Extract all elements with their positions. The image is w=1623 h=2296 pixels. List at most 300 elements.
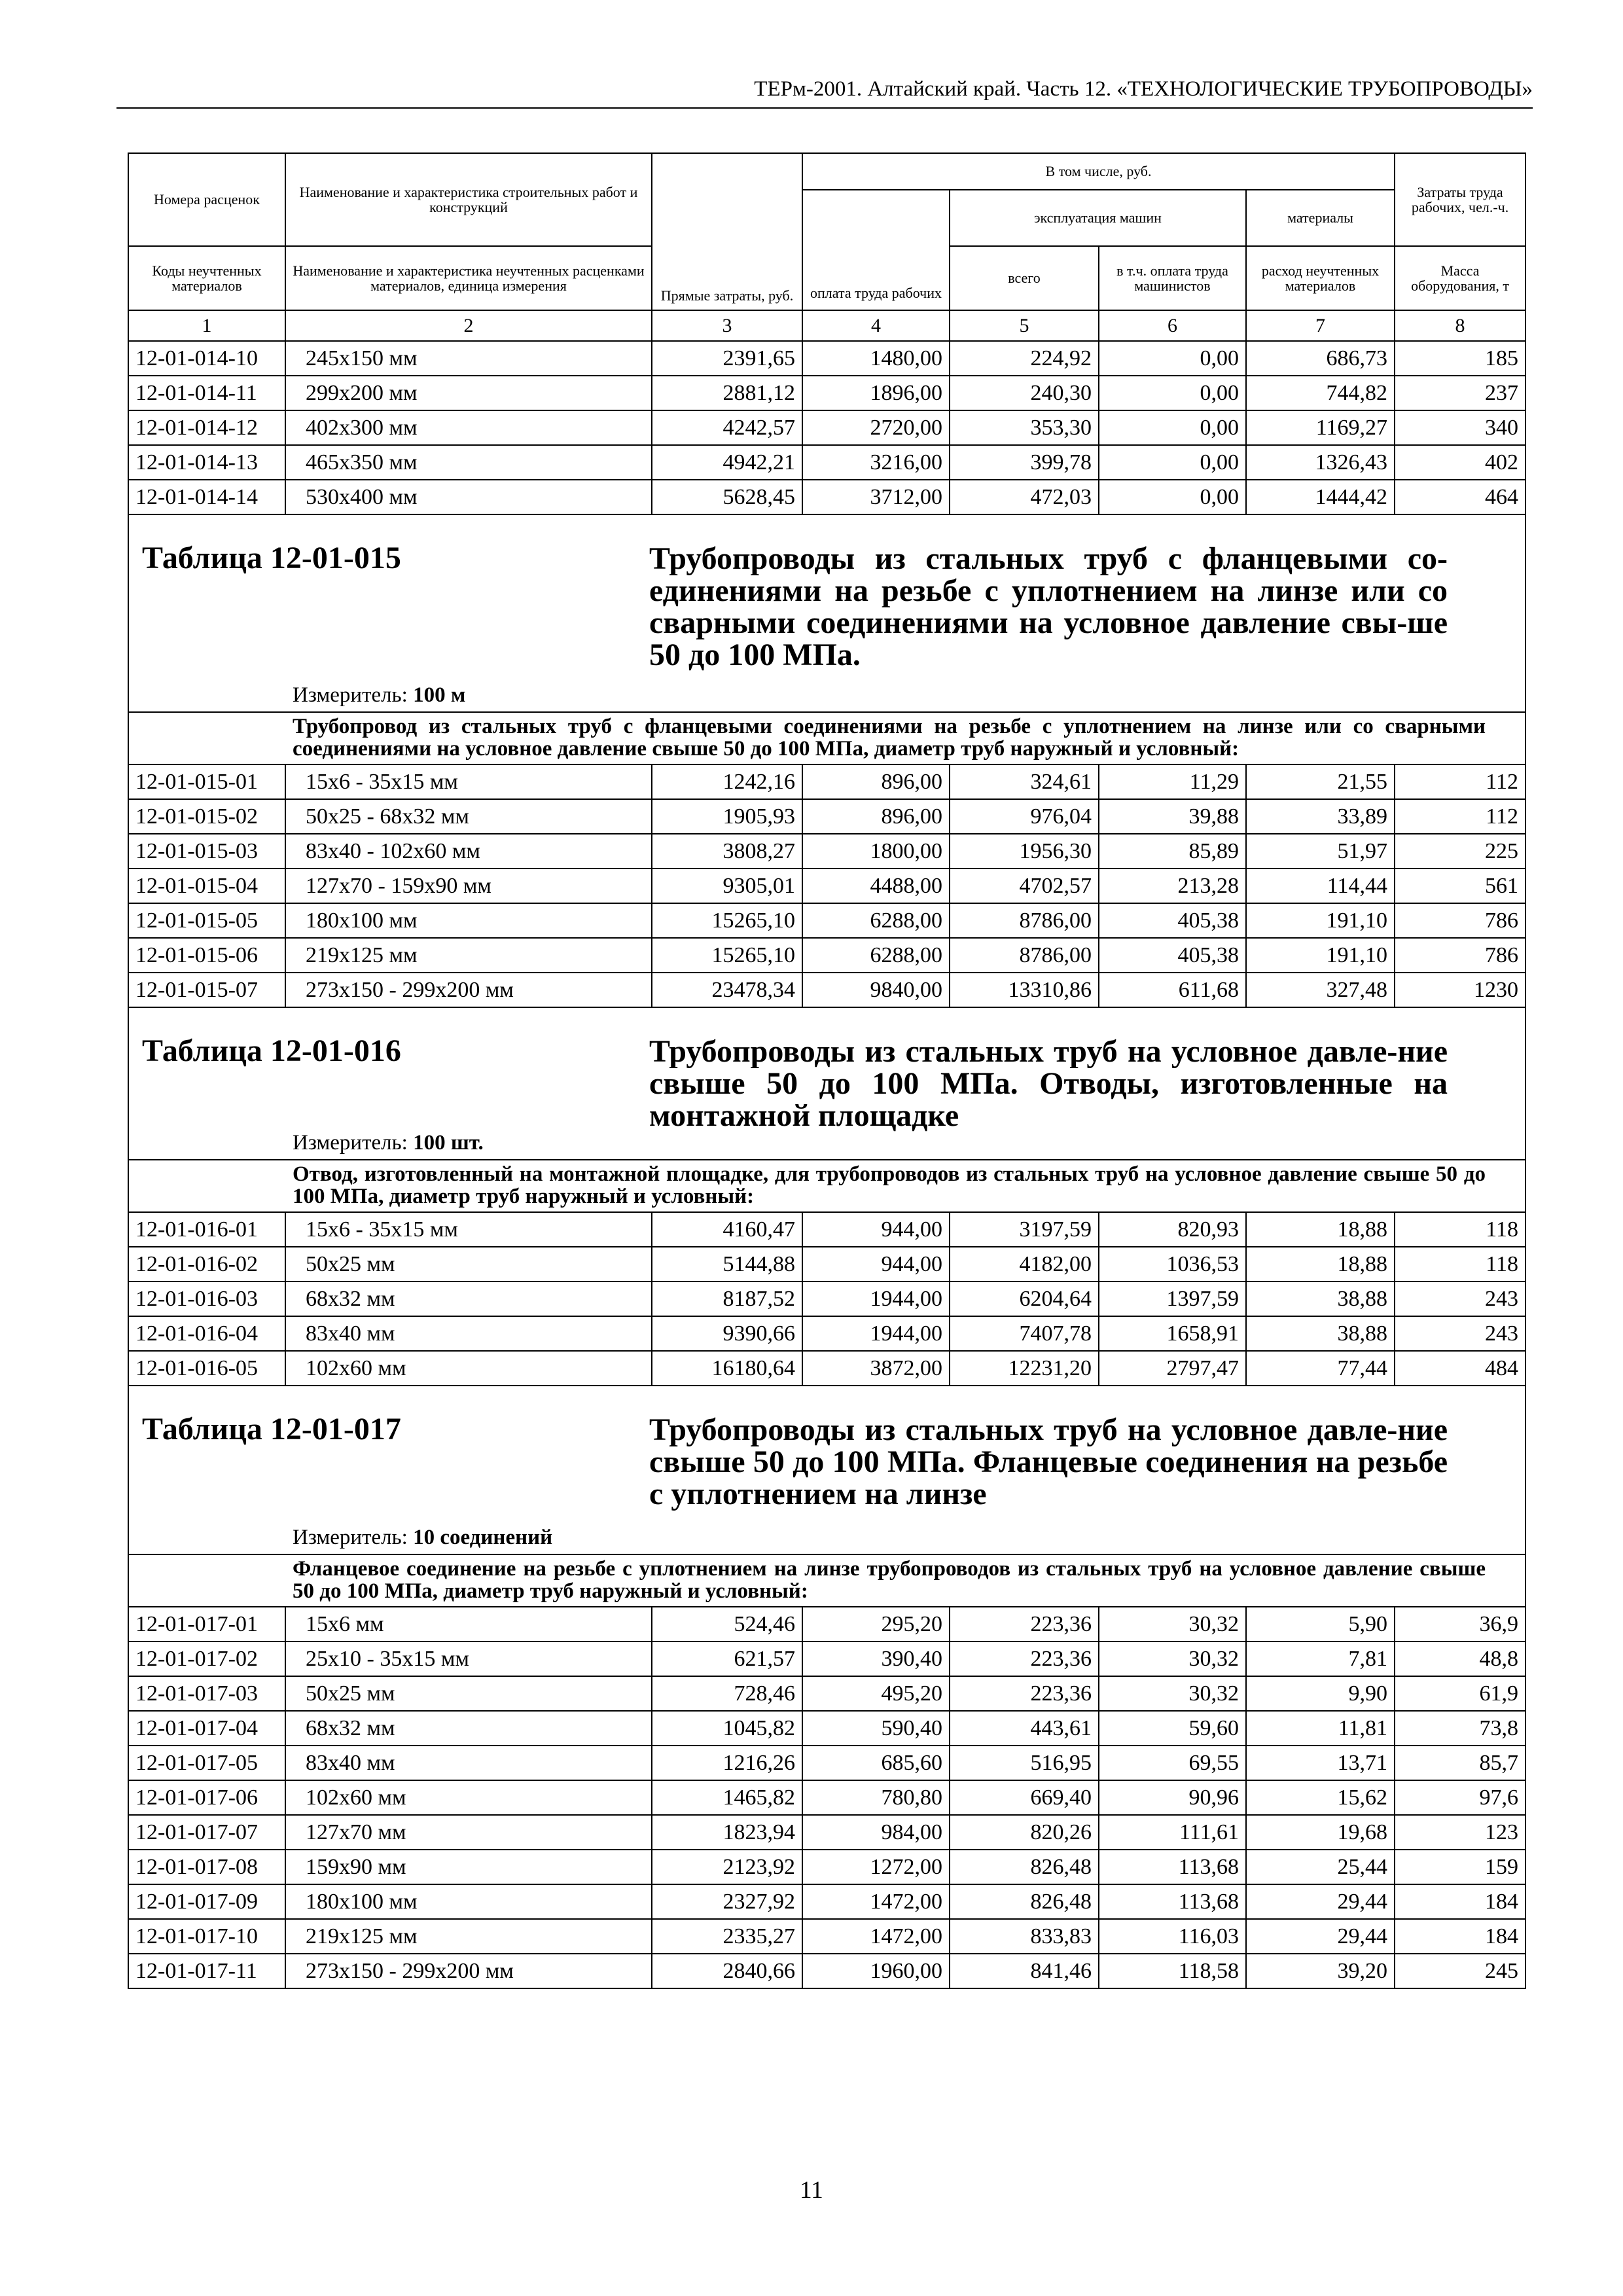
rate-code: 12-01-017-04 xyxy=(128,1711,285,1746)
table-label: Таблица 12-01-017 xyxy=(142,1412,401,1446)
item-name: 68х32 мм xyxy=(285,1711,652,1746)
measurement-label: Измеритель: xyxy=(293,1526,408,1549)
cell-value: 8187,52 xyxy=(652,1282,802,1316)
cell-value: 5,90 xyxy=(1246,1607,1395,1641)
measurement-value: 100 шт. xyxy=(413,1131,484,1155)
cell-value: 621,57 xyxy=(652,1641,802,1676)
measurement-label: Измеритель: xyxy=(293,1131,408,1155)
cell-value: 327,48 xyxy=(1246,973,1395,1007)
item-name: 15х6 - 35х15 мм xyxy=(285,1212,652,1247)
table-row xyxy=(128,1282,1525,1316)
item-name: 83х40 мм xyxy=(285,1316,652,1351)
measurement-unit xyxy=(293,1132,484,1154)
rate-code: 12-01-017-07 xyxy=(128,1815,285,1850)
measurement-label: Измеритель: xyxy=(293,683,408,707)
header-equipment-mass: Масса оборудования, т xyxy=(1395,246,1525,310)
cell-value: 77,44 xyxy=(1246,1351,1395,1386)
cell-value: 1169,27 xyxy=(1246,410,1395,445)
item-name: 102х60 мм xyxy=(285,1351,652,1386)
table-row xyxy=(128,1351,1525,1386)
cell-value: 6288,00 xyxy=(802,938,950,973)
item-name: 15х6 мм xyxy=(285,1607,652,1641)
rate-code: 12-01-014-14 xyxy=(128,480,285,514)
cell-value: 9390,66 xyxy=(652,1316,802,1351)
table-row xyxy=(128,973,1525,1007)
cell-value: 3808,27 xyxy=(652,834,802,869)
cell-value: 9,90 xyxy=(1246,1676,1395,1711)
item-name: 127х70 - 159х90 мм xyxy=(285,869,652,903)
cell-value: 976,04 xyxy=(950,799,1099,834)
cell-value: 9840,00 xyxy=(802,973,950,1007)
cell-value: 213,28 xyxy=(1099,869,1246,903)
cell-value: 4488,00 xyxy=(802,869,950,903)
header-labor-pay: оплата труда рабочих xyxy=(802,190,950,310)
cell-value: 1472,00 xyxy=(802,1919,950,1954)
cell-value: 826,48 xyxy=(950,1884,1099,1919)
cell-value: 405,38 xyxy=(1099,938,1246,973)
measurement-unit xyxy=(293,1527,552,1549)
cell-value: 38,88 xyxy=(1246,1316,1395,1351)
rate-code: 12-01-016-02 xyxy=(128,1247,285,1282)
cell-value: 25,44 xyxy=(1246,1850,1395,1884)
cell-value: 1823,94 xyxy=(652,1815,802,1850)
item-name: 530х400 мм xyxy=(285,480,652,514)
table-title: Трубопроводы из стальных труб на условное давле-ние свыше 50 до 100 МПа. Отводы, изготовленные на монтажной площадке xyxy=(649,1034,1448,1133)
cell-value: 4160,47 xyxy=(652,1212,802,1247)
cell-value: 686,73 xyxy=(1246,341,1395,376)
rate-code: 12-01-017-10 xyxy=(128,1919,285,1954)
item-name: 50х25 мм xyxy=(285,1247,652,1282)
cell-value: 1905,93 xyxy=(652,799,802,834)
cell-value: 39,88 xyxy=(1099,799,1246,834)
rate-code: 12-01-017-06 xyxy=(128,1780,285,1815)
cell-value: 1472,00 xyxy=(802,1884,950,1919)
cell-value: 944,00 xyxy=(802,1247,950,1282)
cell-value: 59,60 xyxy=(1099,1711,1246,1746)
cell-value: 123 xyxy=(1395,1815,1525,1850)
rates-table xyxy=(128,152,1526,1989)
table-description-row xyxy=(128,1160,1525,1212)
rate-code: 12-01-015-07 xyxy=(128,973,285,1007)
cell-value: 184 xyxy=(1395,1884,1525,1919)
header-machines: эксплуатация машин xyxy=(950,190,1246,246)
cell-value: 1800,00 xyxy=(802,834,950,869)
header-row-1 xyxy=(128,153,1525,190)
item-name: 273х150 - 299х200 мм xyxy=(285,973,652,1007)
cell-value: 15,62 xyxy=(1246,1780,1395,1815)
table-row xyxy=(128,410,1525,445)
table-row xyxy=(128,1607,1525,1641)
rate-code: 12-01-016-04 xyxy=(128,1316,285,1351)
cell-value: 1465,82 xyxy=(652,1780,802,1815)
cell-value: 191,10 xyxy=(1246,938,1395,973)
cell-value: 561 xyxy=(1395,869,1525,903)
cell-value: 23478,34 xyxy=(652,973,802,1007)
cell-value: 240,30 xyxy=(950,376,1099,410)
cell-value: 340 xyxy=(1395,410,1525,445)
cell-value: 90,96 xyxy=(1099,1780,1246,1815)
rate-code: 12-01-016-03 xyxy=(128,1282,285,1316)
measurement-value: 10 соединений xyxy=(413,1526,553,1549)
column-number: 5 xyxy=(950,310,1099,341)
cell-value: 820,93 xyxy=(1099,1212,1246,1247)
item-name: 83х40 мм xyxy=(285,1746,652,1780)
cell-value: 118 xyxy=(1395,1247,1525,1282)
cell-value: 2720,00 xyxy=(802,410,950,445)
table-description-row xyxy=(128,712,1525,764)
cell-value: 13310,86 xyxy=(950,973,1099,1007)
cell-value: 611,68 xyxy=(1099,973,1246,1007)
column-number: 6 xyxy=(1099,310,1246,341)
rate-code: 12-01-015-01 xyxy=(128,764,285,799)
measurement-value: 100 м xyxy=(413,683,466,707)
cell-value: 524,46 xyxy=(652,1607,802,1641)
cell-value: 8786,00 xyxy=(950,903,1099,938)
table-row xyxy=(128,480,1525,514)
cell-value: 223,36 xyxy=(950,1641,1099,1676)
cell-value: 30,32 xyxy=(1099,1641,1246,1676)
cell-value: 29,44 xyxy=(1246,1884,1395,1919)
cell-value: 243 xyxy=(1395,1282,1525,1316)
cell-value: 30,32 xyxy=(1099,1607,1246,1641)
cell-value: 1272,00 xyxy=(802,1850,950,1884)
cell-value: 324,61 xyxy=(950,764,1099,799)
cell-value: 15265,10 xyxy=(652,938,802,973)
page-number: 11 xyxy=(800,2177,823,2204)
rate-code: 12-01-014-11 xyxy=(128,376,285,410)
cell-value: 590,40 xyxy=(802,1711,950,1746)
table-row xyxy=(128,1746,1525,1780)
cell-value: 1956,30 xyxy=(950,834,1099,869)
cell-value: 2123,92 xyxy=(652,1850,802,1884)
item-name: 180х100 мм xyxy=(285,903,652,938)
rate-code: 12-01-016-05 xyxy=(128,1351,285,1386)
table-row xyxy=(128,1954,1525,1988)
column-number: 1 xyxy=(128,310,285,341)
cell-value: 6204,64 xyxy=(950,1282,1099,1316)
table-row xyxy=(128,341,1525,376)
cell-value: 4182,00 xyxy=(950,1247,1099,1282)
table-section-header xyxy=(128,1007,1525,1160)
item-name: 127х70 мм xyxy=(285,1815,652,1850)
cell-value: 38,88 xyxy=(1246,1282,1395,1316)
table-row xyxy=(128,445,1525,480)
cell-value: 116,03 xyxy=(1099,1919,1246,1954)
cell-value: 402 xyxy=(1395,445,1525,480)
section-header-cell xyxy=(128,1386,1525,1554)
cell-value: 944,00 xyxy=(802,1212,950,1247)
table-row xyxy=(128,1919,1525,1954)
cell-value: 472,03 xyxy=(950,480,1099,514)
section-header-cell xyxy=(128,1007,1525,1160)
table-section-header xyxy=(128,1386,1525,1554)
rate-code: 12-01-016-01 xyxy=(128,1212,285,1247)
cell-value: 184 xyxy=(1395,1919,1525,1954)
table-row xyxy=(128,376,1525,410)
cell-value: 1326,43 xyxy=(1246,445,1395,480)
cell-value: 51,97 xyxy=(1246,834,1395,869)
item-name: 219х125 мм xyxy=(285,938,652,973)
item-name: 273х150 - 299х200 мм xyxy=(285,1954,652,1988)
rate-code: 12-01-017-11 xyxy=(128,1954,285,1988)
cell-value: 16180,64 xyxy=(652,1351,802,1386)
table-row xyxy=(128,1247,1525,1282)
cell-value: 243 xyxy=(1395,1316,1525,1351)
cell-value: 1397,59 xyxy=(1099,1282,1246,1316)
cell-value: 0,00 xyxy=(1099,410,1246,445)
cell-value: 8786,00 xyxy=(950,938,1099,973)
cell-value: 224,92 xyxy=(950,341,1099,376)
cell-value: 353,30 xyxy=(950,410,1099,445)
table-row xyxy=(128,1212,1525,1247)
table-description: Трубопровод из стальных труб с фланцевыми соединениями на резьбе с уплотнением на линзе или со сварными соединениями на условное давление свыше 50 до 100 МПа, диаметр труб наружный и условный: xyxy=(128,712,1525,764)
cell-value: 390,40 xyxy=(802,1641,950,1676)
cell-value: 3197,59 xyxy=(950,1212,1099,1247)
table-label: Таблица 12-01-016 xyxy=(142,1033,401,1068)
cell-value: 495,20 xyxy=(802,1676,950,1711)
header-including: В том числе, руб. xyxy=(802,153,1395,190)
cell-value: 2797,47 xyxy=(1099,1351,1246,1386)
header-material-names: Наименование и характеристика неучтенных расценками материалов, единица измерения xyxy=(285,246,652,310)
table-description: Отвод, изготовленный на монтажной площадке, для трубопроводов из стальных труб на условное давление свыше 50 до 100 МПа, диаметр труб наружный и условный: xyxy=(128,1160,1525,1212)
cell-value: 118,58 xyxy=(1099,1954,1246,1988)
column-numbers-row xyxy=(128,310,1525,341)
rate-code: 12-01-014-10 xyxy=(128,341,285,376)
cell-value: 48,8 xyxy=(1395,1641,1525,1676)
rate-code: 12-01-017-02 xyxy=(128,1641,285,1676)
cell-value: 405,38 xyxy=(1099,903,1246,938)
section-header-cell xyxy=(128,514,1525,712)
cell-value: 237 xyxy=(1395,376,1525,410)
cell-value: 223,36 xyxy=(950,1607,1099,1641)
cell-value: 97,6 xyxy=(1395,1780,1525,1815)
item-name: 219х125 мм xyxy=(285,1919,652,1954)
item-name: 299х200 мм xyxy=(285,376,652,410)
item-name: 15х6 - 35х15 мм xyxy=(285,764,652,799)
cell-value: 69,55 xyxy=(1099,1746,1246,1780)
cell-value: 36,9 xyxy=(1395,1607,1525,1641)
cell-value: 112 xyxy=(1395,799,1525,834)
table-row xyxy=(128,1641,1525,1676)
cell-value: 2391,65 xyxy=(652,341,802,376)
cell-value: 225 xyxy=(1395,834,1525,869)
cell-value: 1658,91 xyxy=(1099,1316,1246,1351)
header-direct-costs: Прямые затраты, руб. xyxy=(652,153,802,310)
rate-code: 12-01-015-06 xyxy=(128,938,285,973)
cell-value: 399,78 xyxy=(950,445,1099,480)
section-header xyxy=(129,1386,1525,1554)
cell-value: 984,00 xyxy=(802,1815,950,1850)
rate-code: 12-01-017-05 xyxy=(128,1746,285,1780)
cell-value: 2327,92 xyxy=(652,1884,802,1919)
cell-value: 11,81 xyxy=(1246,1711,1395,1746)
section-header xyxy=(129,515,1525,711)
cell-value: 826,48 xyxy=(950,1850,1099,1884)
cell-value: 61,9 xyxy=(1395,1676,1525,1711)
table-description-row xyxy=(128,1554,1525,1607)
cell-value: 685,60 xyxy=(802,1746,950,1780)
table-title: Трубопроводы из стальных труб с фланцевыми со-единениями на резьбе с уплотнением на линзе или со сварными соединениями на условное давление свы-ше 50 до 100 МПа. xyxy=(649,541,1448,672)
cell-value: 159 xyxy=(1395,1850,1525,1884)
item-name: 50х25 - 68х32 мм xyxy=(285,799,652,834)
cell-value: 1242,16 xyxy=(652,764,802,799)
cell-value: 0,00 xyxy=(1099,376,1246,410)
cell-value: 464 xyxy=(1395,480,1525,514)
cell-value: 9305,01 xyxy=(652,869,802,903)
item-name: 83х40 - 102х60 мм xyxy=(285,834,652,869)
cell-value: 786 xyxy=(1395,938,1525,973)
cell-value: 5144,88 xyxy=(652,1247,802,1282)
cell-value: 7407,78 xyxy=(950,1316,1099,1351)
cell-value: 3872,00 xyxy=(802,1351,950,1386)
item-name: 50х25 мм xyxy=(285,1676,652,1711)
cell-value: 2840,66 xyxy=(652,1954,802,1988)
cell-value: 820,26 xyxy=(950,1815,1099,1850)
header-labor-cost: Затраты труда рабочих, чел.-ч. xyxy=(1395,153,1525,246)
cell-value: 21,55 xyxy=(1246,764,1395,799)
cell-value: 114,44 xyxy=(1246,869,1395,903)
table-title: Трубопроводы из стальных труб на условное давле-ние свыше 50 до 100 МПа. Фланцевые соединения на резьбе с уплотнением на линзе xyxy=(649,1412,1448,1511)
cell-value: 744,82 xyxy=(1246,376,1395,410)
table-row xyxy=(128,1711,1525,1746)
cell-value: 73,8 xyxy=(1395,1711,1525,1746)
cell-value: 0,00 xyxy=(1099,480,1246,514)
column-number: 7 xyxy=(1246,310,1395,341)
item-name: 159х90 мм xyxy=(285,1850,652,1884)
cell-value: 1480,00 xyxy=(802,341,950,376)
cell-value: 30,32 xyxy=(1099,1676,1246,1711)
rate-code: 12-01-017-03 xyxy=(128,1676,285,1711)
cell-value: 1960,00 xyxy=(802,1954,950,1988)
cell-value: 3712,00 xyxy=(802,480,950,514)
cell-value: 39,20 xyxy=(1246,1954,1395,1988)
table-row xyxy=(128,764,1525,799)
cell-value: 11,29 xyxy=(1099,764,1246,799)
cell-value: 29,44 xyxy=(1246,1919,1395,1954)
cell-value: 113,68 xyxy=(1099,1884,1246,1919)
cell-value: 4242,57 xyxy=(652,410,802,445)
table-row xyxy=(128,869,1525,903)
cell-value: 12231,20 xyxy=(950,1351,1099,1386)
header-name: Наименование и характеристика строительных работ и конструкций xyxy=(285,153,652,246)
cell-value: 4702,57 xyxy=(950,869,1099,903)
rate-code: 12-01-015-02 xyxy=(128,799,285,834)
rate-code: 12-01-015-04 xyxy=(128,869,285,903)
cell-value: 1216,26 xyxy=(652,1746,802,1780)
cell-value: 4942,21 xyxy=(652,445,802,480)
column-number: 2 xyxy=(285,310,652,341)
table-row xyxy=(128,1884,1525,1919)
cell-value: 18,88 xyxy=(1246,1212,1395,1247)
cell-value: 245 xyxy=(1395,1954,1525,1988)
header-machines-total: всего xyxy=(950,246,1099,310)
cell-value: 516,95 xyxy=(950,1746,1099,1780)
rate-code: 12-01-014-13 xyxy=(128,445,285,480)
cell-value: 841,46 xyxy=(950,1954,1099,1988)
cell-value: 112 xyxy=(1395,764,1525,799)
cell-value: 7,81 xyxy=(1246,1641,1395,1676)
cell-value: 13,71 xyxy=(1246,1746,1395,1780)
table-section-header xyxy=(128,514,1525,712)
cell-value: 2881,12 xyxy=(652,376,802,410)
cell-value: 484 xyxy=(1395,1351,1525,1386)
cell-value: 113,68 xyxy=(1099,1850,1246,1884)
rate-code: 12-01-015-03 xyxy=(128,834,285,869)
table-row xyxy=(128,834,1525,869)
column-number: 3 xyxy=(652,310,802,341)
cell-value: 85,7 xyxy=(1395,1746,1525,1780)
cell-value: 1896,00 xyxy=(802,376,950,410)
cell-value: 780,80 xyxy=(802,1780,950,1815)
header-materials: материалы xyxy=(1246,190,1395,246)
cell-value: 1944,00 xyxy=(802,1316,950,1351)
cell-value: 18,88 xyxy=(1246,1247,1395,1282)
cell-value: 3216,00 xyxy=(802,445,950,480)
cell-value: 669,40 xyxy=(950,1780,1099,1815)
rate-code: 12-01-017-09 xyxy=(128,1884,285,1919)
cell-value: 1444,42 xyxy=(1246,480,1395,514)
table-row xyxy=(128,799,1525,834)
cell-value: 295,20 xyxy=(802,1607,950,1641)
item-name: 402х300 мм xyxy=(285,410,652,445)
table-row xyxy=(128,903,1525,938)
cell-value: 0,00 xyxy=(1099,445,1246,480)
section-header xyxy=(129,1008,1525,1159)
cell-value: 1944,00 xyxy=(802,1282,950,1316)
cell-value: 33,89 xyxy=(1246,799,1395,834)
header-material-codes: Коды неучтенных материалов xyxy=(128,246,285,310)
cell-value: 1045,82 xyxy=(652,1711,802,1746)
item-name: 180х100 мм xyxy=(285,1884,652,1919)
cell-value: 443,61 xyxy=(950,1711,1099,1746)
table-row xyxy=(128,1780,1525,1815)
table-row xyxy=(128,1676,1525,1711)
measurement-unit xyxy=(293,685,465,706)
cell-value: 6288,00 xyxy=(802,903,950,938)
item-name: 465х350 мм xyxy=(285,445,652,480)
rate-code: 12-01-017-08 xyxy=(128,1850,285,1884)
item-name: 102х60 мм xyxy=(285,1780,652,1815)
cell-value: 5628,45 xyxy=(652,480,802,514)
cell-value: 15265,10 xyxy=(652,903,802,938)
item-name: 25х10 - 35х15 мм xyxy=(285,1641,652,1676)
table-description: Фланцевое соединение на резьбе с уплотнением на линзе трубопроводов из стальных труб на условное давление свыше 50 до 100 МПа, диаметр труб наружный и условный: xyxy=(128,1554,1525,1607)
cell-value: 223,36 xyxy=(950,1676,1099,1711)
cell-value: 19,68 xyxy=(1246,1815,1395,1850)
rate-code: 12-01-014-12 xyxy=(128,410,285,445)
cell-value: 118 xyxy=(1395,1212,1525,1247)
rate-code: 12-01-015-05 xyxy=(128,903,285,938)
cell-value: 0,00 xyxy=(1099,341,1246,376)
cell-value: 728,46 xyxy=(652,1676,802,1711)
item-name: 245х150 мм xyxy=(285,341,652,376)
cell-value: 85,89 xyxy=(1099,834,1246,869)
cell-value: 896,00 xyxy=(802,799,950,834)
cell-value: 833,83 xyxy=(950,1919,1099,1954)
cell-value: 1036,53 xyxy=(1099,1247,1246,1282)
cell-value: 786 xyxy=(1395,903,1525,938)
rate-code: 12-01-017-01 xyxy=(128,1607,285,1641)
cell-value: 191,10 xyxy=(1246,903,1395,938)
cell-value: 111,61 xyxy=(1099,1815,1246,1850)
column-number: 8 xyxy=(1395,310,1525,341)
cell-value: 896,00 xyxy=(802,764,950,799)
table-row xyxy=(128,1316,1525,1351)
header-codes: Номера расценок xyxy=(128,153,285,246)
column-number: 4 xyxy=(802,310,950,341)
item-name: 68х32 мм xyxy=(285,1282,652,1316)
table-label: Таблица 12-01-015 xyxy=(142,541,401,575)
